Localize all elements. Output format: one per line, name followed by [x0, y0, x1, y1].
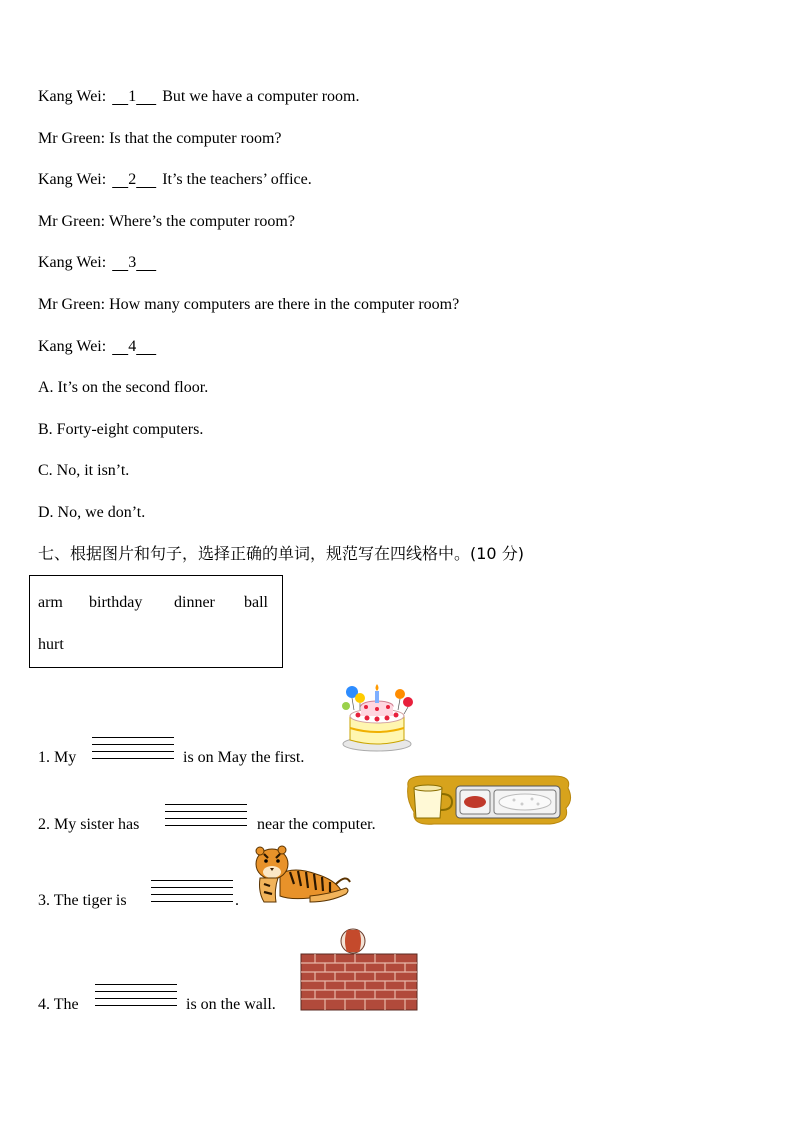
dinner-tray-icon [404, 772, 576, 828]
question-4-after: is on the wall. [186, 996, 276, 1013]
four-line-grid-3[interactable] [151, 880, 233, 904]
ball-on-wall-icon [299, 926, 419, 1012]
answer-blank-3[interactable]: 3 [128, 254, 137, 271]
dialogue-text: It’s the teachers’ office. [162, 171, 312, 188]
dialogue-text: But we have a computer room. [162, 88, 360, 105]
tiger-icon [250, 844, 352, 908]
question-4-before: 4. The [38, 996, 79, 1013]
word-bank [29, 575, 283, 668]
four-line-grid-2[interactable] [165, 804, 247, 828]
dialogue-line-4 [38, 212, 295, 232]
question-1-before: 1. My [38, 749, 77, 766]
speaker: Kang Wei: [38, 338, 107, 355]
question-2-before: 2. My sister has [38, 816, 140, 833]
word-dinner: dinner [174, 594, 215, 611]
question-2-after: near the computer. [257, 816, 376, 833]
speaker: Mr Green: [38, 213, 106, 230]
question-3-before: 3. The tiger is [38, 892, 127, 909]
four-line-grid-4[interactable] [95, 984, 177, 1008]
speaker: Kang Wei: [38, 88, 107, 105]
dialogue-line-5 [38, 253, 158, 273]
dialogue-line-2 [38, 129, 281, 149]
speaker: Mr Green: [38, 130, 106, 147]
word-hurt: hurt [38, 636, 64, 653]
answer-blank-4[interactable]: 4 [128, 338, 137, 355]
option-b: B. Forty-eight computers. [38, 421, 204, 438]
option-c: C. No, it isn’t. [38, 462, 130, 479]
section-heading: 七、根据图片和句子，选择正确的单词，规范写在四线格中。(10 分) [38, 544, 524, 563]
option-a: A. It’s on the second floor. [38, 379, 209, 396]
answer-blank-1[interactable]: 1 [128, 88, 137, 105]
question-3-after: . [235, 892, 239, 909]
word-arm: arm [38, 594, 63, 611]
speaker: Mr Green: [38, 296, 106, 313]
dialogue-text: How many computers are there in the computer room? [109, 296, 460, 313]
dialogue-line-7 [38, 337, 158, 357]
dialogue-text: Where’s the computer room? [108, 213, 295, 230]
option-d: D. No, we don’t. [38, 504, 146, 521]
dialogue-line-3 [38, 170, 312, 190]
dialogue-line-6 [38, 295, 459, 315]
dialogue-line-1 [38, 87, 359, 107]
speaker: Kang Wei: [38, 171, 107, 188]
word-birthday: birthday [89, 594, 143, 611]
question-1-after: is on May the first. [183, 749, 305, 766]
speaker: Kang Wei: [38, 254, 107, 271]
word-ball: ball [244, 594, 268, 611]
answer-blank-2[interactable]: 2 [128, 171, 137, 188]
birthday-cake-icon [338, 682, 416, 754]
four-line-grid-1[interactable] [92, 737, 174, 761]
dialogue-text: Is that the computer room? [109, 130, 282, 147]
